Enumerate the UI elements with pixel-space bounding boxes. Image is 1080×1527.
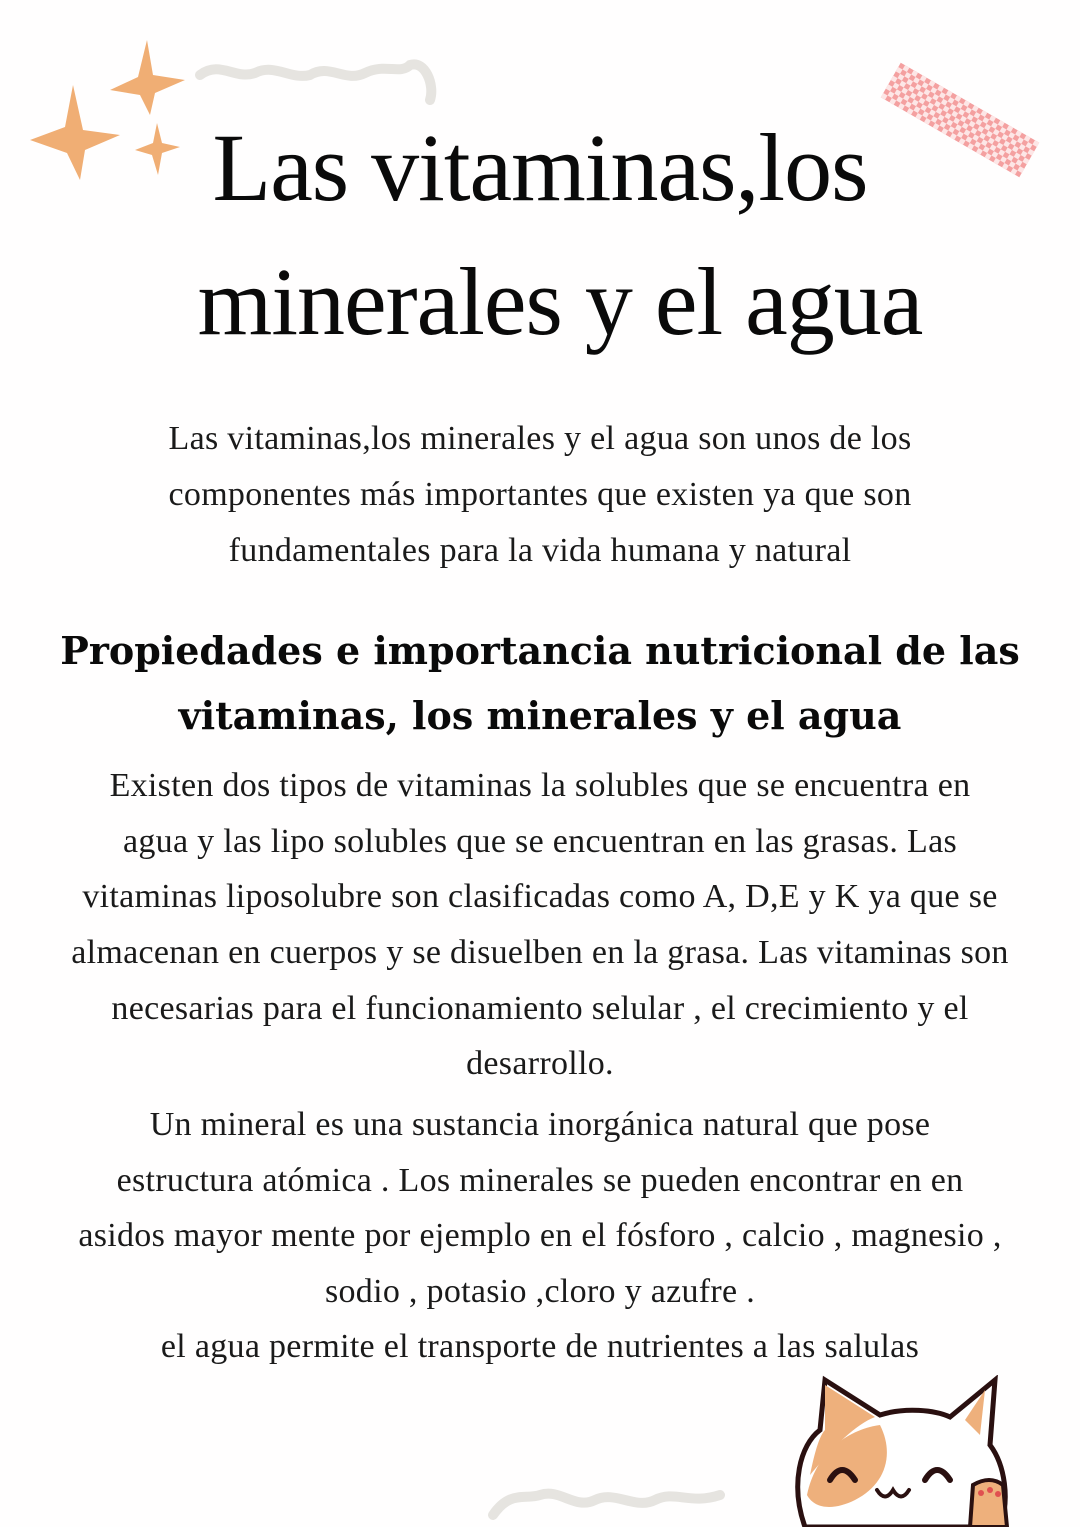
squiggle-bottom-decoration-icon xyxy=(485,1470,735,1527)
body-line: sodio , potasio ,cloro y azufre . xyxy=(324,1273,756,1310)
body-line: almacenan en cuerpos y se disuelben en la grasa. Las vitaminas son xyxy=(71,934,1009,971)
body-line: estructura atómica . Los minerales se pueden encontrar en en xyxy=(116,1162,964,1199)
section-heading-line-2: vitaminas, los minerales y el agua xyxy=(178,693,902,738)
section-heading-line-1: Propiedades e importancia nutricional de las xyxy=(60,628,1020,673)
body-line: desarrollo. xyxy=(466,1045,614,1082)
squiggle-decoration-icon xyxy=(195,55,445,110)
intro-line: Las vitaminas,los minerales y el agua son unos de los xyxy=(168,420,912,457)
body-line: asidos mayor mente por ejemplo en el fósforo , calcio , magnesio , xyxy=(78,1217,1002,1254)
document-title-line-2: minerales y el agua xyxy=(197,248,923,355)
body-line: necesarias para el funcionamiento selular , el crecimiento y el xyxy=(111,990,969,1027)
body-line: vitaminas liposolubre son clasificadas como A, D,E y K ya que se xyxy=(82,878,998,915)
body-line: el agua permite el transporte de nutrientes a las salulas xyxy=(160,1328,920,1365)
body-line: Un mineral es una sustancia inorgánica natural que pose xyxy=(149,1106,931,1143)
body-line: Existen dos tipos de vitaminas la solubles que se encuentra en xyxy=(109,767,971,804)
intro-line: fundamentales para la vida humana y natural xyxy=(228,532,852,569)
document-title-line-1: Las vitaminas,los xyxy=(212,114,868,221)
body-line: agua y las lipo solubles que se encuentran en las grasas. Las xyxy=(122,823,958,860)
cat-illustration-icon xyxy=(785,1375,1015,1527)
intro-line: componentes más importantes que existen ya que son xyxy=(168,476,912,513)
